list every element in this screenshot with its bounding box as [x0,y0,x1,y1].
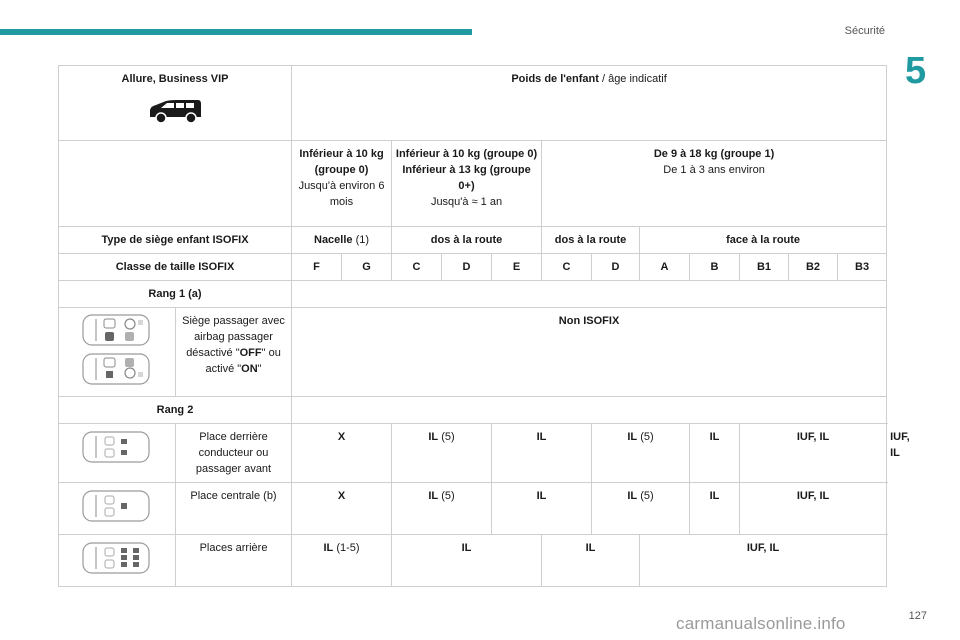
type-nacelle-rest: (1) [352,234,370,246]
rear-seats-description: Places arrière [176,535,292,587]
rear-outer-cell: IL [492,424,592,483]
type-nacelle-bold: Nacelle [314,234,353,246]
weight-header [292,66,887,141]
front-passenger-text: Siège passager avec airbag passager désactivé " [182,315,285,359]
van-icon [146,97,204,125]
front-passenger-seat-diagram-on [81,352,153,386]
type-rear-facing-1: dos à la route [392,227,542,254]
rear-center-description: Place centrale (b) [176,483,292,535]
rear-center-cell: IL [690,483,740,535]
rear-outer-cell-bold: IL [627,431,638,443]
rear-seats-row [59,535,887,587]
rear-center-cell [592,483,690,535]
weight-header-rest: / âge indicatif [598,73,667,85]
rear-outer-cell-rest: (5) [637,431,654,443]
rear-center-cell: X [292,483,392,535]
seat-diagram-cell [59,483,176,535]
size-class-cell: B2 [789,254,838,281]
rear-center-cell [392,483,492,535]
front-passenger-text: " [257,363,262,375]
rear-center-cell: IUF, IL [740,483,887,535]
rank-1-label: Rang 1 (a) [59,281,292,308]
rear-center-row [59,483,887,535]
type-nacelle [292,227,392,254]
airbag-off-label: OFF [239,347,262,359]
size-class-label: Classe de taille ISOFIX [59,254,292,281]
weight-group-0plus-label: Inférieur à 10 kg (groupe 0) Inférieur à 13 kg (groupe 0+) [395,148,538,192]
weight-group-0-age: Jusqu'à environ 6 mois [298,180,385,208]
size-class-cell: D [442,254,492,281]
rear-seats-cell: IL [392,535,542,587]
vehicle-cell [59,66,292,141]
rank-2-label: Rang 2 [59,397,292,424]
weight-group-1-age: De 1 à 3 ans environ [663,164,765,176]
rear-seats-cell [292,535,392,587]
rear-outer-cell-bold: IL [428,431,439,443]
seat-type-row [59,227,887,254]
weight-group-0plus [392,141,542,227]
front-passenger-seat-diagram-off [81,313,153,347]
size-class-cell: B3 [838,254,887,281]
rear-outer-cell [592,424,690,483]
weight-group-1-label: De 9 à 18 kg (groupe 1) [653,148,775,160]
front-passenger-text: " ou activé " [205,347,281,375]
isofix-table [58,65,910,587]
weight-group-0plus-age: Jusqu'à ≈ 1 an [430,196,503,208]
watermark: carmanualsonline.info [676,614,846,633]
empty-cell [59,141,292,227]
size-class-cell: E [492,254,542,281]
rear-center-cell-bold: IL [627,490,638,502]
size-class-cell: F [292,254,342,281]
seat-diagram-cell [59,535,176,587]
size-class-cell: B [690,254,740,281]
weight-group-0-label: Inférieur à 10 kg (groupe 0) [299,148,384,176]
weight-header-bold: Poids de l'enfant [511,73,599,85]
rear-outer-row: Place derrière conducteur ou passager avant X IL (5) IL IL (5) IL IUF, IL IUF, IL [59,424,887,483]
rear-center-cell-rest: (5) [637,490,654,502]
airbag-on-label: ON [241,363,258,375]
weight-row [59,141,887,227]
rear-center-cell-rest: (5) [438,490,455,502]
rank-2-header [59,397,887,424]
rear-seats-cell: IL [542,535,640,587]
size-class-cell: C [542,254,592,281]
seat-type-label: Type de siège enfant ISOFIX [59,227,292,254]
weight-group-1 [542,141,887,227]
rear-outer-cell: IL [690,424,740,483]
section-title: Sécurité [844,25,885,37]
rear-seats-cell-rest: (1-5) [333,542,360,554]
seat-diagram-cell [59,308,176,397]
page-number: 127 [908,610,927,622]
size-class-cell: D [592,254,640,281]
empty-cell [292,281,887,308]
rear-seats-cell: IUF, IL [640,535,887,587]
size-class-cell: G [342,254,392,281]
rear-seats-diagram [81,540,153,576]
size-class-row [59,254,887,281]
rear-outer-cell [392,424,492,483]
vehicle-label: Allure, Business VIP [121,73,229,85]
rear-center-cell-bold: IL [428,490,439,502]
size-class-cell: C [392,254,442,281]
rank-1-header [59,281,887,308]
rear-outer-seat-diagram [81,429,153,465]
rear-outer-description: Place derrière conducteur ou passager avant [176,424,292,483]
empty-cell [292,397,887,424]
rear-center-seat-diagram [81,488,153,524]
rear-seats-cell-bold: IL [323,542,334,554]
size-class-cell: A [640,254,690,281]
front-passenger-value: Non ISOFIX [292,308,887,397]
rear-outer-cell: IUF, IL [740,424,887,483]
size-class-cell: B1 [740,254,789,281]
weight-group-0 [292,141,392,227]
front-passenger-row [59,308,887,397]
table-header-row [59,66,887,141]
section-color-bar [0,29,472,35]
rear-outer-cell-rest: (5) [438,431,455,443]
front-passenger-description [176,308,292,397]
section-number: 5 [905,50,927,92]
type-rear-facing-2: dos à la route [542,227,640,254]
seat-diagram-cell [59,424,176,483]
rear-center-cell: IL [492,483,592,535]
type-forward-facing: face à la route [640,227,887,254]
rear-outer-cell: X [292,424,392,483]
